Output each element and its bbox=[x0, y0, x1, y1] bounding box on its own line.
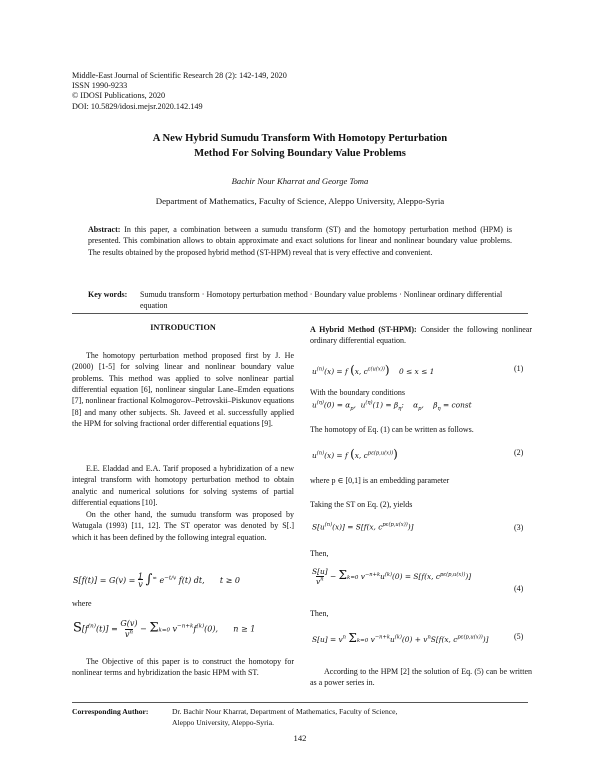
affiliation: Department of Mathematics, Faculty of Science, Aleppo University, Aleppo-Syria bbox=[155, 196, 445, 206]
hybrid-method-intro bbox=[310, 324, 532, 347]
embedding-parameter-text: where p ∈ [0,1] is an embedding parameter bbox=[310, 476, 450, 485]
equation-4: S[u] $v^n - \Sigma k=0$ $v^{-n+k}u^{(k)}(0) = S[f(x$, $c^{p\varepsilon(p,u(x))}$)] bbox=[312, 567, 472, 587]
equation-sumudu-definition: S[f(t)] = G(v) = 1 v ∫∞ $e^{-t/v}$ f(t) dt, t ≥ 0 bbox=[73, 572, 240, 589]
hybrid-method-text: Consider the following nonlinear ordinary differential equation. bbox=[310, 325, 533, 346]
corresponding-author-line-2: Aleppo University, Aleppo-Syria. bbox=[172, 718, 275, 727]
intro-paragraph-1: The homotopy perturbation method proposed first by J. He (2000) [1-5] for solving linear and nonlinear boundary value problems. This method was applied to solve nonlinear partial differential equation [6], nonlinear singular Lane–Emden equations [7], nonlinear fractional Kolmogorov–Petrovskii–Piskunov equations [8] and many other subjects. Sh. Javeed et al. successfully applied the HPM for solving fractional order differential equations [9]. bbox=[72, 351, 294, 429]
paper-title bbox=[60, 132, 540, 161]
copyright: © IDOSI Publications, 2020 bbox=[72, 91, 166, 101]
equation-1-number: (1) bbox=[514, 364, 524, 373]
equation-5: $S[u] = v^n$ Σk=0 $v^{-n+k}u^{(k)}(0) + v^nS[f(x$, $c^{p\varepsilon(p,u(x))}$)] bbox=[312, 631, 489, 645]
hpm-solution-text: According to the HPM [2] the solution of Eq. (5) can be written as a power series in. bbox=[310, 667, 532, 688]
intro-paragraph-2: E.E. Eladdad and E.A. Tarif proposed a hybridization of a new integral transform with homotopy perturbation method to obtain analytic and numerical solutions for solving systems of partial differential equations [10]. bbox=[72, 464, 294, 508]
introduction-heading: INTRODUCTION bbox=[150, 323, 216, 332]
page-number: 142 bbox=[293, 733, 307, 743]
then-text-1: Then, bbox=[310, 549, 329, 558]
journal-header bbox=[72, 71, 287, 112]
intro-paragraph-4: The Objective of this paper is to construct the homotopy for nonlinear terms and hybridization the basic HPM with ST. bbox=[72, 657, 294, 678]
corresponding-author-label: Corresponding Author: bbox=[72, 707, 149, 716]
equation-3: $S[u^{(n)}(x)] = S[f(x$, $c^{p\varepsilon(p,u(x))}$)] bbox=[312, 522, 414, 532]
then-text-2: Then, bbox=[310, 609, 329, 618]
where-text: where bbox=[72, 599, 92, 608]
footer-divider bbox=[72, 702, 528, 703]
corresponding-author-line-1: Dr. Bachir Nour Kharrat, Department of Mathematics, Faculty of Science, bbox=[172, 707, 398, 716]
equation-sumudu-derivative: $S[f^{(n)}(t)] = G(v)$ $v^n - \Sigma k=0$ $v^{-n+k}f^{(k)}(0)$, n ≥ 1 bbox=[73, 619, 256, 639]
equation-5-number: (5) bbox=[514, 632, 524, 641]
taking-st-text: Taking the ST on Eq. (2), yields bbox=[310, 500, 413, 509]
abstract-label: Abstract: bbox=[88, 225, 121, 234]
equation-2: $u^{(n)}(x) = f$ (x, $c^{p\varepsilon(p,u(x))}$) bbox=[312, 447, 398, 461]
equation-3-number: (3) bbox=[514, 523, 524, 532]
boundary-conditions-text: With the boundary conditions bbox=[310, 388, 405, 397]
equation-2-number: (2) bbox=[514, 448, 524, 457]
journal-citation: Middle-East Journal of Scientific Research 28 (2): 142-149, 2020 bbox=[72, 71, 287, 80]
equation-1: $u^{(n)}(x) = f$ (x, $c^{\varepsilon(u(x))}$) 0 ≤ x ≤ 1 bbox=[312, 363, 435, 377]
keywords-text: Sumudu transform · Homotopy perturbation method · Boundary value problems · Nonlinear ordinary differential equation bbox=[140, 290, 503, 310]
intro-paragraph-3: On the other hand, the sumudu transform was proposed by Watugala (1993) [11, 12]. The ST operator was denoted by S[.] which it has been defined by the following integral equation. bbox=[72, 510, 294, 542]
equation-boundary-conditions: $u^{(\eta)}(0) = \alpha_p$, $u^{(\eta)}(1) = \beta_\eta$; $\alpha_p$, $\beta_\eta$ = const bbox=[312, 400, 472, 412]
issn: ISSN 1990-9233 bbox=[72, 81, 128, 91]
title-line-2: Method For Solving Boundary Value Problems bbox=[194, 147, 406, 159]
abstract-text: In this paper, a combination between a sumudu transform (ST) and the homotopy perturbation method (HPM) is presented. This combination allows to obtain approximate and exact solutions for linear and nonlinear boundary value problems. The results obtained by the proposed hybrid method (ST-HPM) reveal that is very effective and convenient. bbox=[88, 225, 512, 257]
homotopy-text: The homotopy of Eq. (1) can be written as follows. bbox=[310, 425, 474, 434]
title-line-1: A New Hybrid Sumudu Transform With Homotopy Perturbation bbox=[152, 133, 448, 144]
keywords-divider bbox=[72, 313, 528, 314]
abstract bbox=[88, 224, 512, 258]
hybrid-method-heading: A Hybrid Method (ST-HPM): bbox=[310, 325, 417, 334]
equation-4-number: (4) bbox=[514, 584, 524, 593]
keywords-label: Key words: bbox=[88, 290, 128, 299]
authors: Bachir Nour Kharrat and George Toma bbox=[231, 176, 369, 186]
doi: DOI: 10.5829/idosi.mejsr.2020.142.149 bbox=[72, 101, 203, 111]
corresponding-author-details bbox=[172, 706, 502, 728]
